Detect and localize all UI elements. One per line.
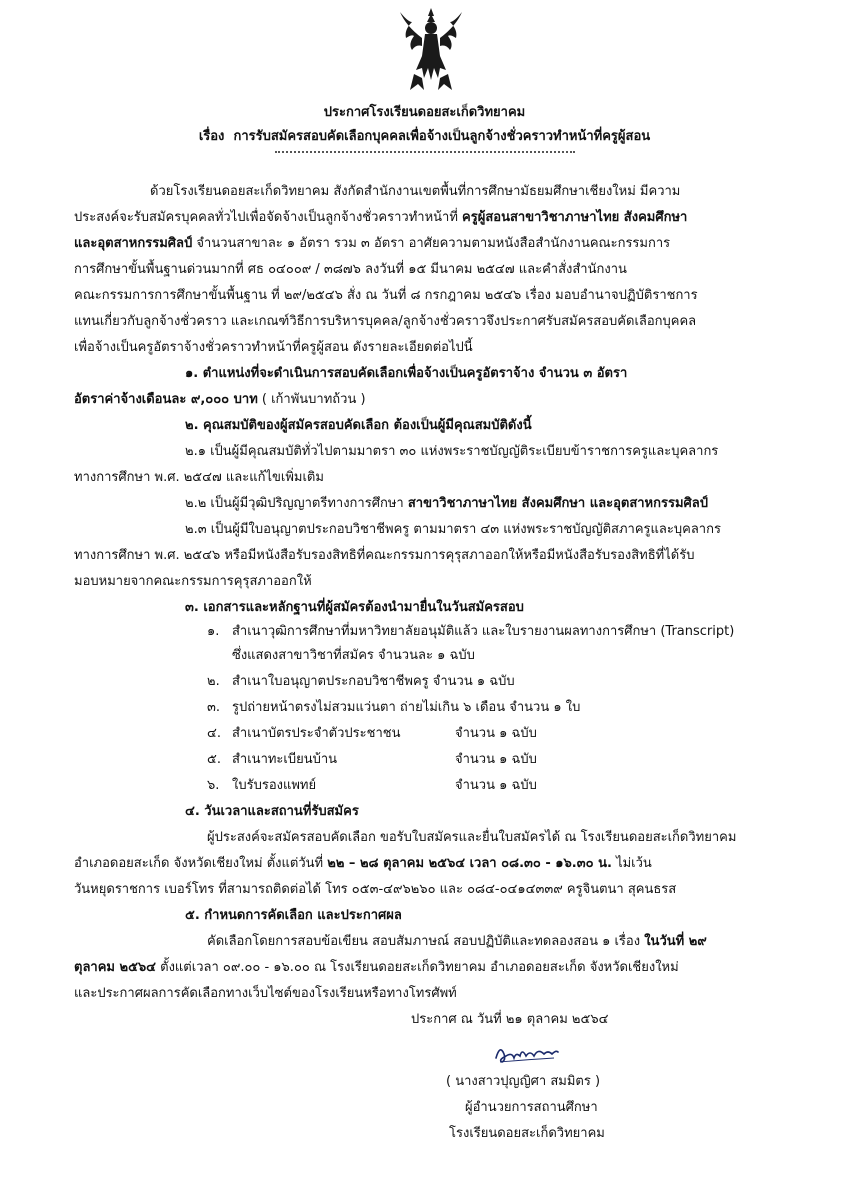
qualification-text: ๒.๒ เป็นผู้มีวุฒิปริญญาตรีทางการศึกษา (185, 496, 404, 511)
section5-line: และประกาศผลการคัดเลือกทางเว็บไซต์ของโรงเรียนหรือทางโทรศัพท์ (74, 986, 457, 1001)
header-divider (275, 151, 575, 155)
application-dates: ๒๒ – ๒๘ ตุลาคม ๒๕๖๔ เวลา ๐๘.๓๐ - ๑๖.๓๐ น. (327, 856, 612, 871)
qualification-item: ทางการศึกษา พ.ศ. ๒๕๔๖ หรือมีหนังสือรับรองสิทธิที่คณะกรรมการคุรุสภาออกให้หรือมีหนังสือรับรองสิทธิที่ได้รับ (74, 548, 695, 563)
exam-date: ในวันที่ ๒๙ (644, 934, 707, 949)
signatory-school: โรงเรียนดอยสะเก็ดวิทยาคม (449, 1126, 605, 1141)
qualification-item: มอบหมายจากคณะกรรมการคุรุสภาออกให้ (74, 574, 312, 589)
intro-line: ด้วยโรงเรียนดอยสะเก็ดวิทยาคม สังกัดสำนักงานเขตพื้นที่การศึกษามัธยมศึกษาเชียงใหม่ มีความ (150, 184, 681, 199)
item-number: ๓. (207, 700, 221, 715)
document-item-text: สำเนาบัตรประจำตัวประชาชน (232, 726, 401, 741)
document-item-qty: จำนวน ๑ ฉบับ (455, 726, 537, 741)
subject-label: เรื่อง (198, 129, 225, 144)
section1-heading: ๑. ตำแหน่งที่จะดำเนินการสอบคัดเลือกเพื่อจ้างเป็นครูอัตราจ้าง จำนวน ๓ อัตรา (185, 366, 628, 381)
intro-line: คณะกรรมการการศึกษาขั้นพื้นฐาน ที่ ๒๙/๒๕๔๖ สั่ง ณ วันที่ ๘ กรกฎาคม ๒๕๔๖ เรื่อง มอบอำนาจปฏิบัติราชการ (74, 288, 698, 303)
item-number: ๒. (207, 674, 220, 689)
item-number: ๕. (207, 752, 221, 767)
announcement-date: ประกาศ ณ วันที่ ๒๑ ตุลาคม ๒๕๖๔ (411, 1012, 609, 1027)
document-item-qty: จำนวน ๑ ฉบับ (455, 752, 537, 767)
announcement-subject (0, 127, 849, 147)
signatory-position: ผู้อำนวยการสถานศึกษา (465, 1100, 598, 1115)
section3-heading: ๓. เอกสารและหลักฐานที่ผู้สมัครต้องนำมายื่นในวันสมัครสอบ (185, 600, 524, 615)
intro-line (74, 208, 687, 228)
qualification-item: ๒.๑ เป็นผู้มีคุณสมบัติทั่วไปตามมาตรา ๓๐ แห่งพระราชบัญญัติระเบียบข้าราชการครูและบุคลากร (185, 444, 719, 459)
document-item-text: สำเนาทะเบียนบ้าน (232, 752, 338, 767)
subject-text: การรับสมัครสอบคัดเลือกบุคคลเพื่อจ้างเป็นลูกจ้างชั่วคราวทำหน้าที่ครูผู้สอน (233, 129, 651, 144)
garuda-emblem-icon (398, 8, 464, 92)
item-number: ๔. (207, 726, 221, 741)
section5-line (207, 932, 707, 952)
section5-line (74, 958, 679, 978)
document-item-text: รูปถ่ายหน้าตรงไม่สวมแว่นตา ถ่ายไม่เกิน ๖ เดือน จำนวน ๑ ใบ (232, 700, 581, 715)
intro-line (74, 234, 670, 254)
qualification-item (185, 494, 708, 514)
document-item-qty: จำนวน ๑ ฉบับ (455, 778, 537, 793)
section1-wage (74, 390, 366, 410)
intro-bold-subjects: และอุตสาหกรรมศิลป์ (74, 236, 193, 251)
document-item-text: สำเนาวุฒิการศึกษาที่มหาวิทยาลัยอนุมัติแล้ว และใบรายงานผลทางการศึกษา (Transcript) (232, 624, 735, 639)
section4-text: ไม่เว้น (616, 856, 652, 871)
intro-bold-subjects: ครูผู้สอนสาขาวิชาภาษาไทย สังคมศึกษา (462, 210, 688, 225)
section2-heading: ๒. คุณสมบัติของผู้สมัครสอบคัดเลือก ต้องเป็นผู้มีคุณสมบัติดังนี้ (185, 418, 532, 433)
document-item-text: ใบรับรองแพทย์ (232, 778, 317, 793)
section4-text: อำเภอดอยสะเก็ด จังหวัดเชียงใหม่ ตั้งแต่วันที่ (74, 856, 324, 871)
intro-text: ประสงค์จะรับสมัครบุคคลทั่วไปเพื่อจัดจ้างเป็นลูกจ้างชั่วคราวทำหน้าที่ (74, 210, 458, 225)
item-number: ๑. (207, 624, 220, 639)
section5-heading: ๕. กำหนดการคัดเลือก และประกาศผล (185, 908, 402, 923)
section5-text: คัดเลือกโดยการสอบข้อเขียน สอบสัมภาษณ์ สอบปฏิบัติและทดลองสอน ๑ เรื่อง (207, 934, 641, 949)
section4-line: ผู้ประสงค์จะสมัครสอบคัดเลือก ขอรับใบสมัครและยื่นใบสมัครได้ ณ โรงเรียนดอยสะเก็ดวิทยาคม (207, 830, 737, 845)
wage-amount: อัตราค่าจ้างเดือนละ ๙,๐๐๐ บาท (74, 392, 258, 407)
item-number: ๖. (207, 778, 220, 793)
intro-line: การศึกษาขั้นพื้นฐานด่วนมากที่ ศธ ๐๔๐๐๙ / ๓๘๗๖ ลงวันที่ ๑๕ มีนาคม ๒๕๔๗ และคำสั่งสำนักงาน (74, 262, 627, 277)
announcement-title: ประกาศโรงเรียนดอยสะเก็ดวิทยาคม (323, 105, 526, 120)
intro-line: แทนเกี่ยวกับลูกจ้างชั่วคราว และเกณฑ์วิธีการบริหารบุคคล/ลูกจ้างชั่วคราวจึงประกาศรับสมัครสอบคัดเลือกบุคคล (74, 314, 697, 329)
section4-line: วันหยุดราชการ เบอร์โทร ที่สามารถติดต่อได้ โทร ๐๕๓-๔๙๖๒๖๐ และ ๐๘๔-๐๔๑๔๓๓๙ ครูจินตนา สุคนธรส (74, 882, 677, 897)
document-item-text: สำเนาใบอนุญาตประกอบวิชาชีพครู จำนวน ๑ ฉบับ (232, 674, 515, 689)
document-item (207, 622, 219, 642)
intro-line: เพื่อจ้างเป็นครูอัตราจ้างชั่วคราวทำหน้าที่ครูผู้สอน ดังรายละเอียดต่อไปนี้ (74, 340, 473, 355)
qualification-bold: สาขาวิชาภาษาไทย สังคมศึกษา และอุตสาหกรรมศิลป์ (407, 496, 708, 511)
section4-line (74, 854, 652, 874)
document-item-text: ซึ่งแสดงสาขาวิชาที่สมัคร จำนวนละ ๑ ฉบับ (232, 648, 475, 663)
qualification-item: ทางการศึกษา พ.ศ. ๒๕๔๗ และแก้ไขเพิ่มเติม (74, 470, 324, 485)
signature-icon (492, 1038, 562, 1066)
intro-text: จำนวนสาขาละ ๑ อัตรา รวม ๓ อัตรา อาศัยความตามหนังสือสำนักงานคณะกรรมการ (196, 236, 671, 251)
exam-date: ตุลาคม ๒๕๖๔ (74, 960, 156, 975)
signatory-name: ( นางสาวปุญญิศา สมมิตร ) (446, 1074, 601, 1089)
wage-note: ( เก้าพันบาทถ้วน ) (261, 392, 366, 407)
qualification-item: ๒.๓ เป็นผู้มีใบอนุญาตประกอบวิชาชีพครู ตามมาตรา ๔๓ แห่งพระราชบัญญัติสภาครูและบุคลากร (185, 522, 721, 537)
section5-text: ตั้งแต่เวลา ๐๙.๐๐ - ๑๖.๐๐ ณ โรงเรียนดอยสะเก็ดวิทยาคม อำเภอดอยสะเก็ด จังหวัดเชียงใหม่ (160, 960, 679, 975)
section4-heading: ๔. วันเวลาและสถานที่รับสมัคร (185, 804, 359, 819)
